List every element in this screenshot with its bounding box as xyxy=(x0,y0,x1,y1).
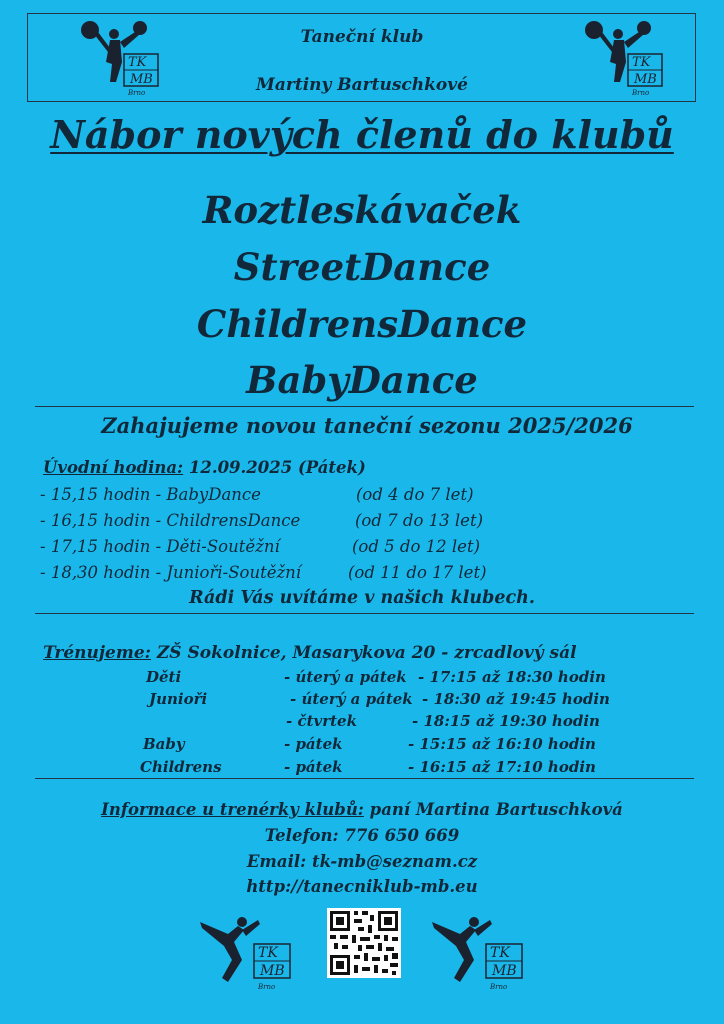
schedule-days: - čtvrtek xyxy=(286,712,357,730)
svg-text:MB: MB xyxy=(634,72,657,87)
schedule-days: - úterý a pátek xyxy=(290,690,413,708)
trainer-name: paní Martina Bartuschková xyxy=(369,800,623,819)
session-time: - 16,15 hodin - ChildrensDance xyxy=(40,511,301,530)
intro-heading xyxy=(43,458,366,477)
session-time: - 17,15 hodin - Děti-Soutěžní xyxy=(40,537,280,556)
svg-text:MB: MB xyxy=(260,963,285,979)
club-name-line1: Taneční klub xyxy=(300,27,424,47)
intro-date: 12.09.2025 (Pátek) xyxy=(188,458,366,477)
training-heading xyxy=(43,643,577,663)
divider xyxy=(35,613,694,614)
schedule-days: - úterý a pátek xyxy=(284,668,407,686)
schedule-hours: - 18:15 až 19:30 hodin xyxy=(412,712,600,730)
discipline-cheer: Roztleskávaček xyxy=(202,188,522,232)
svg-text:Brno: Brno xyxy=(258,983,276,991)
dancer-logo-left xyxy=(198,912,294,992)
svg-text:TK: TK xyxy=(128,55,147,70)
welcome-text: Rádi Vás uvítáme v našich klubech. xyxy=(189,588,535,608)
schedule-group: Childrens xyxy=(140,758,222,776)
schedule-hours: - 15:15 až 16:10 hodin xyxy=(408,735,596,753)
svg-text:MB: MB xyxy=(130,72,153,87)
svg-text:TK: TK xyxy=(490,945,510,961)
svg-text:Brno: Brno xyxy=(490,983,508,991)
session-ages: (od 11 do 17 let) xyxy=(348,563,487,582)
discipline-street: StreetDance xyxy=(233,245,491,289)
intro-label: Úvodní hodina: xyxy=(43,458,184,477)
training-label: Trénujeme: xyxy=(43,643,151,663)
discipline-baby: BabyDance xyxy=(246,358,478,402)
divider xyxy=(35,778,694,779)
divider xyxy=(35,406,694,407)
session-time: - 15,15 hodin - BabyDance xyxy=(40,485,261,504)
session-ages: (od 7 do 13 let) xyxy=(355,511,484,530)
svg-text:MB: MB xyxy=(492,963,517,979)
phone: Telefon: 776 650 669 xyxy=(264,826,460,845)
svg-text:Brno: Brno xyxy=(632,89,650,97)
schedule-hours: - 17:15 až 18:30 hodin xyxy=(418,668,606,686)
contact-heading xyxy=(0,800,724,819)
dancer-logo-right xyxy=(430,912,526,992)
schedule-hours: - 16:15 až 17:10 hodin xyxy=(408,758,596,776)
season-heading: Zahajujeme novou taneční sezonu 2025/2026 xyxy=(101,413,633,438)
schedule-hours: - 18:30 až 19:45 hodin xyxy=(422,690,610,708)
qr-code-icon xyxy=(327,908,401,978)
contact-label: Informace u trenérky klubů: xyxy=(101,800,364,819)
svg-text:TK: TK xyxy=(632,55,651,70)
training-place: ZŠ Sokolnice, Masarykova 20 - zrcadlový sál xyxy=(156,643,577,663)
discipline-childrens: ChildrensDance xyxy=(196,302,528,346)
svg-text:Brno: Brno xyxy=(128,89,146,97)
session-ages: (od 4 do 7 let) xyxy=(356,485,474,504)
schedule-group: Junioři xyxy=(149,690,208,708)
website: http://tanecniklub-mb.eu xyxy=(246,877,478,896)
email: Email: tk-mb@seznam.cz xyxy=(246,852,478,871)
schedule-group: Děti xyxy=(146,668,182,686)
page-title-text: Nábor nových členů do klubů xyxy=(50,112,674,157)
session-ages: (od 5 do 12 let) xyxy=(352,537,481,556)
session-time: - 18,30 hodin - Junioři-Soutěžní xyxy=(40,563,302,582)
svg-text:TK: TK xyxy=(258,945,278,961)
page-title xyxy=(0,112,724,157)
schedule-days: - pátek xyxy=(284,758,343,776)
club-name-line2: Martiny Bartuschkové xyxy=(256,75,468,95)
schedule-days: - pátek xyxy=(284,735,343,753)
schedule-group: Baby xyxy=(143,735,185,753)
